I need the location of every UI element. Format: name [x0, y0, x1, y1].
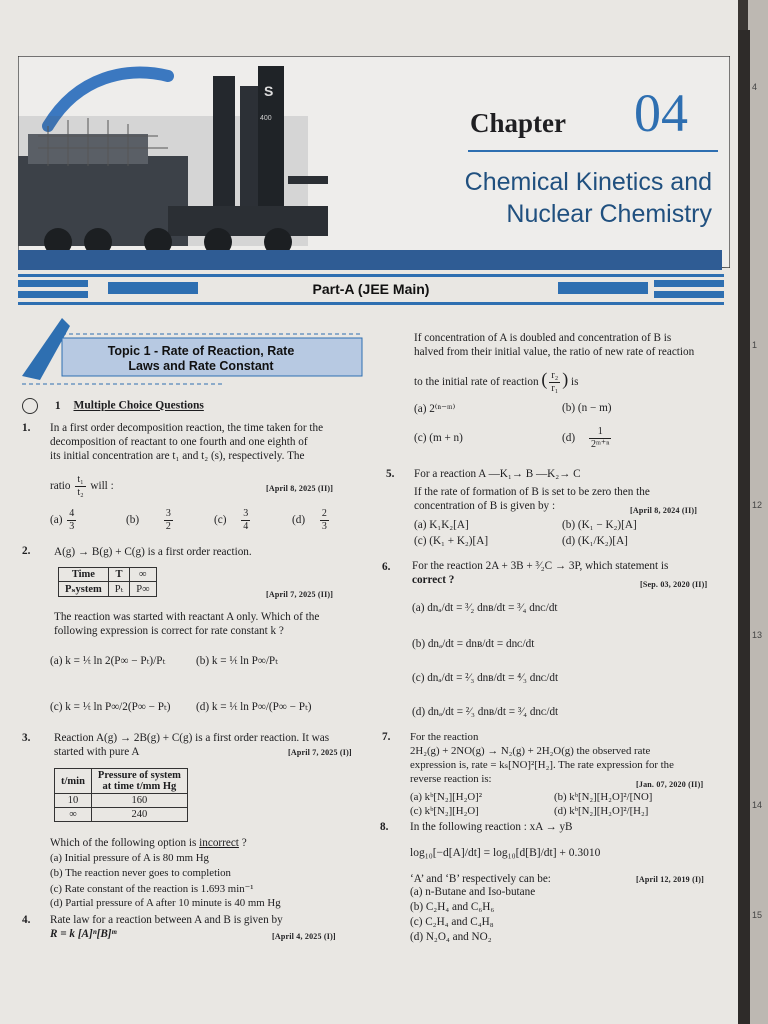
q6-option-d[interactable]: (d) dnₐ/dt = ²⁄₃ dnʙ/dt = ³⁄₄ dnᴄ/dt — [412, 706, 559, 718]
q4-line: R = k [A]ⁿ[B]ᵐ — [50, 928, 117, 940]
q2-number: 2. — [22, 545, 31, 557]
topic-title-line-1: Topic 1 - Rate of Reaction, Rate — [107, 344, 295, 358]
q5-line: If the rate of formation of B is set to be zero then the — [414, 486, 650, 498]
q5-line: For a reaction A —K₁→ B —K₂→ C — [414, 468, 581, 480]
q7-line: expression is, rate = kₛ[NO]²[H₂]. The rate expression for the — [410, 759, 674, 771]
q6-option-a[interactable]: (a) dnₐ/dt = ³⁄₂ dnʙ/dt = ³⁄₄ dnᴄ/dt — [412, 602, 558, 614]
q3-tag: [April 7, 2025 (I)] — [288, 748, 352, 757]
topic-title — [86, 344, 316, 374]
q4-line: halved from their initial value, the ratio of new rate of reaction — [414, 346, 695, 358]
q4-tag: [April 4, 2025 (I)] — [272, 932, 336, 941]
table-row — [59, 568, 157, 582]
q6-option-c[interactable]: (c) dnₐ/dt = ²⁄₃ dnʙ/dt = ⁴⁄₃ dnᴄ/dt — [412, 672, 559, 684]
table-row — [59, 582, 157, 597]
q7-line: For the reaction — [410, 731, 479, 743]
q7-line: 2H₂(g) + 2NO(g) → N₂(g) + 2H₂O(g) the observed rate — [410, 745, 651, 757]
q5-option-d[interactable]: (d) (K₁/K₂)[A] — [562, 535, 628, 547]
q4-ratio-text: to the initial rate of reaction — [414, 376, 539, 389]
chapter-banner-illustration — [18, 56, 730, 268]
topic-title-line-2: Laws and Rate Constant — [128, 359, 274, 373]
q1-ratio-suffix: will : — [90, 480, 114, 493]
chapter-word: Chapter — [470, 108, 566, 138]
option-fraction — [589, 426, 611, 451]
q6-line: For the reaction 2A + 3B + ³⁄₂C → 3P, which statement is — [412, 560, 669, 572]
q1-line: decomposition of reactant to one fourth and one eighth of — [50, 436, 308, 448]
q4-number: 4. — [22, 914, 31, 926]
q7-option-b[interactable]: (b) kᵇ[N₂][H₂O]²/[NO] — [554, 791, 653, 803]
option-letter: (c) — [214, 514, 227, 527]
fraction-d: r₁ — [551, 383, 559, 394]
option-letter: (d) — [292, 514, 306, 527]
q3-question-pre: Which of the following option is — [50, 837, 200, 849]
q3-number: 3. — [22, 732, 31, 744]
q3-option-c[interactable]: (c) Rate constant of the reaction is 1.693 min⁻¹ — [50, 883, 254, 895]
q2-tag: [April 7, 2025 (II)] — [266, 590, 334, 599]
q1-option-a[interactable] — [50, 508, 78, 533]
edge-mark: 4 — [752, 82, 758, 92]
q3-table — [54, 768, 188, 822]
q3-option-d[interactable]: (d) Partial pressure of A after 10 minute is 40 mm Hg — [50, 897, 281, 909]
edge-mark: 15 — [752, 910, 763, 920]
q1-number: 1. — [22, 422, 31, 434]
q4-option-c[interactable]: (c) (m + n) — [414, 432, 463, 444]
table-cell: 160 — [91, 794, 187, 808]
q2-option-b[interactable]: (b) k = ¹⁄ₜ ln P∞/Pₜ — [196, 655, 278, 667]
fraction-n: r₂ — [551, 370, 559, 381]
q8-option-b[interactable]: (b) C₂H₄ and C₆H₆ — [410, 901, 495, 913]
option-fraction — [67, 508, 76, 533]
table-head-cell: Time — [59, 568, 109, 582]
q8-option-d[interactable]: (d) N₂O₄ and NO₂ — [410, 931, 492, 943]
fraction-d: 2 — [165, 521, 171, 532]
q3-option-b[interactable]: (b) The reaction never goes to completion — [50, 867, 231, 879]
table-cell: Pₜ — [108, 582, 129, 597]
q6-number: 6. — [382, 561, 391, 573]
fraction-d: 3 — [69, 521, 75, 532]
option-letter: (b) — [126, 514, 140, 527]
q2-option-d[interactable]: (d) k = ¹⁄ₜ ln P∞/(P∞ − Pₜ) — [196, 701, 312, 713]
option-fraction — [164, 508, 173, 533]
q2-option-a[interactable]: (a) k = ¹⁄ₜ ln 2(P∞ − Pₜ)/Pₜ — [50, 655, 166, 667]
q2-line: The reaction was started with reactant A only. Which of the — [54, 611, 320, 623]
chapter-title-line-1: Chemical Kinetics and — [464, 168, 712, 196]
edge-mark: 1 — [752, 340, 758, 350]
table-cell: Pₛystem — [59, 582, 109, 597]
q3-line: Reaction A(g) → 2B(g) + C(g) is a first order reaction. It was — [54, 732, 330, 744]
table-cell: P∞ — [130, 582, 156, 597]
paren-open: ( — [541, 369, 548, 390]
table-cell: ∞ — [55, 808, 92, 822]
fraction-n: 2 — [321, 508, 327, 519]
q4-line: If concentration of A is doubled and concentration of B is — [414, 332, 672, 344]
q3-question-emphasis: incorrect — [199, 837, 239, 849]
option-fraction — [320, 508, 329, 533]
chapter-title-line-2: Nuclear Chemistry — [506, 200, 712, 228]
q8-tag: [April 12, 2019 (I)] — [636, 875, 704, 884]
q8-equation: log₁₀[−d[A]/dt] = log₁₀[d[B]/dt] + 0.3010 — [410, 847, 601, 859]
q1-ratio — [50, 474, 114, 499]
q4-option-d[interactable] — [562, 426, 613, 451]
q2-line: following expression is correct for rate constant k ? — [54, 625, 284, 637]
q7-tag: [Jan. 07, 2020 (II)] — [636, 780, 704, 789]
page-edge — [748, 0, 768, 1024]
q1-option-d[interactable] — [292, 508, 331, 533]
q7-number: 7. — [382, 731, 391, 743]
q7-option-d[interactable]: (d) kᵇ[N₂][H₂O]²/[H₂] — [554, 805, 649, 817]
table-row — [55, 794, 188, 808]
table-cell: 240 — [91, 808, 187, 822]
table-row — [55, 769, 188, 794]
q1-ratio-d: t₂ — [77, 487, 84, 498]
q1-option-c[interactable] — [214, 508, 252, 533]
chapter-title — [370, 166, 712, 230]
q4-option-b[interactable]: (b) (n − m) — [562, 402, 612, 414]
q3-line: started with pure A — [54, 746, 140, 758]
q6-tag: [Sep. 03, 2020 (II)] — [640, 580, 708, 589]
q5-line: concentration of B is given by : — [414, 500, 556, 512]
svg-text:S: S — [264, 83, 274, 99]
q3-question — [50, 836, 247, 850]
table-head-cell: ∞ — [130, 568, 156, 582]
q5-option-b[interactable]: (b) (K₁ − K₂)[A] — [562, 519, 637, 531]
q1-ratio-fraction — [75, 474, 85, 499]
q7-text — [410, 730, 726, 786]
section-icon — [22, 398, 38, 414]
th-line: Pressure of system — [97, 770, 181, 781]
fraction-n: 3 — [243, 508, 249, 519]
q1-line: In a first order decomposition reaction, the time taken for the — [50, 422, 324, 434]
q4-ratio — [414, 370, 578, 395]
q2-option-c[interactable]: (c) k = ¹⁄ₜ ln P∞/2(P∞ − Pₜ) — [50, 701, 171, 713]
q3-question-post: ? — [238, 837, 247, 849]
fraction-n: 4 — [69, 508, 75, 519]
section-label: Multiple Choice Questions — [73, 399, 204, 412]
q5-option-c[interactable]: (c) (K₁ + K₂)[A] — [414, 535, 489, 547]
option-letter: (d) — [562, 432, 576, 445]
q4-option-a[interactable]: (a) 2⁽ⁿ⁻ᵐ⁾ — [414, 403, 456, 415]
q7-line: reverse reaction is: — [410, 773, 492, 785]
q8-text-2: ‘A’ and ‘B’ respectively can be: — [410, 873, 551, 885]
q2-text: A(g) → B(g) + C(g) is a first order reaction. — [54, 546, 252, 558]
q8-option-c[interactable]: (c) C₂H₄ and C₄H₈ — [410, 916, 494, 928]
q8-text: In the following reaction : xA → yB — [410, 821, 573, 833]
fraction-n: 3 — [165, 508, 171, 519]
q8-number: 8. — [380, 821, 389, 833]
q1-ratio-n: t₁ — [77, 474, 84, 485]
edge-mark: 14 — [752, 800, 763, 810]
chapter-underline — [468, 150, 718, 152]
option-letter: (a) — [50, 514, 63, 527]
table-head-cell: t/min — [55, 769, 92, 794]
q1-text — [50, 421, 366, 463]
q7-option-a[interactable]: (a) kᵇ[N₂][H₂O]² — [410, 791, 482, 803]
q1-option-b[interactable] — [126, 508, 175, 533]
q1-ratio-prefix: ratio — [50, 480, 71, 493]
q2-table — [58, 567, 157, 597]
q4-ratio-is: is — [571, 376, 579, 389]
q5-option-a[interactable]: (a) K₁K₂[A] — [414, 519, 469, 531]
table-head-cell — [91, 769, 187, 794]
fraction-d: 2ᵐ⁺ⁿ — [591, 439, 610, 450]
q5-tag: [April 8, 2024 (II)] — [630, 506, 698, 515]
q6-option-b[interactable]: (b) dnₐ/dt = dnʙ/dt = dnᴄ/dt — [412, 638, 535, 650]
fraction-d: 3 — [321, 521, 327, 532]
table-head-cell: T — [108, 568, 129, 582]
banner-bottom-bar — [18, 250, 722, 270]
q4-ratio-fraction — [549, 370, 560, 395]
q6-line: correct ? — [412, 574, 455, 586]
q5-number: 5. — [386, 468, 395, 480]
section-number: 1 — [54, 399, 61, 412]
table-cell: 10 — [55, 794, 92, 808]
q1-tag: [April 8, 2025 (II)] — [266, 484, 334, 493]
q3-option-a[interactable]: (a) Initial pressure of A is 80 mm Hg — [50, 852, 209, 864]
edge-mark: 13 — [752, 630, 763, 640]
th-line: at time t/mm Hg — [102, 781, 177, 792]
q1-line: its initial concentration are t₁ and t₂ (s), respectively. The — [50, 450, 305, 462]
table-row — [55, 808, 188, 822]
part-heading: Part-A (JEE Main) — [312, 281, 430, 297]
q4-line: Rate law for a reaction between A and B is given by — [50, 914, 283, 926]
paren-close: ) — [562, 369, 569, 390]
q7-option-c[interactable]: (c) kᵇ[N₂][H₂O] — [410, 805, 479, 817]
fraction-d: 4 — [243, 521, 249, 532]
fraction-n: 1 — [589, 426, 611, 439]
section-heading — [22, 398, 204, 414]
chapter-number: 04 — [634, 83, 688, 143]
option-fraction — [241, 508, 250, 533]
svg-text:400: 400 — [260, 115, 272, 122]
edge-mark: 12 — [752, 500, 763, 510]
q8-option-a[interactable]: (a) n-Butane and Iso-butane — [410, 886, 536, 898]
q4-continued — [414, 331, 726, 359]
q2-stem — [54, 610, 366, 638]
